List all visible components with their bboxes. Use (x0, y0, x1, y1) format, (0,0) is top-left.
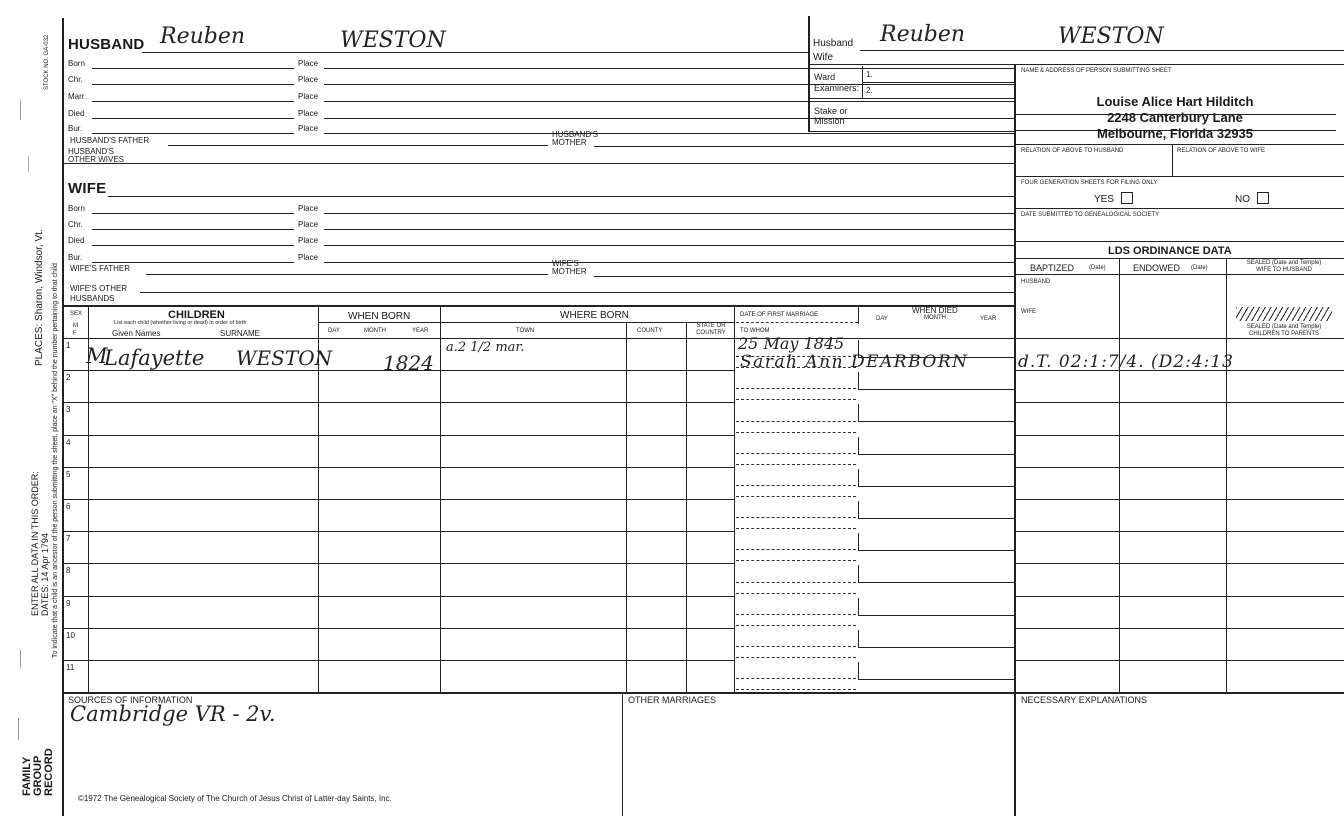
row-line (62, 596, 734, 597)
wife-other-husbands-label: WIFE'S OTHER HUSBANDS (70, 284, 128, 303)
child-row-number: 7 (66, 534, 71, 543)
tr-husband-surname: WESTON (1058, 24, 1164, 49)
sources-label: SOURCES OF INFORMATION (68, 695, 193, 705)
surname-header: SURNAME (220, 329, 261, 338)
died-day-header: DAY (876, 316, 888, 322)
when-died-header: WHEN DIED (912, 306, 958, 315)
baptized-label: BAPTIZED (1030, 263, 1075, 273)
examiner-2: 2. (866, 86, 873, 95)
row-line (62, 402, 734, 403)
husband-bur-label: Bur. (68, 124, 83, 133)
born-year-header: YEAR (412, 328, 429, 334)
endowed-label: ENDOWED (1133, 263, 1180, 273)
husband-surname: WESTON (340, 28, 446, 53)
child-row-number: 2 (66, 373, 71, 382)
born-day-header: DAY (328, 328, 340, 334)
place-label: Place (298, 92, 319, 101)
row-line (62, 660, 734, 661)
county-header: COUNTY (637, 328, 663, 334)
sources-value: Cambridge VR - 2v. (70, 702, 276, 726)
marriage-date-dash (736, 453, 856, 454)
husband-father-label: HUSBAND'S FATHER (70, 136, 150, 145)
to-whom-dash (736, 399, 856, 400)
place-label: Place (298, 204, 319, 213)
when-died-box (858, 437, 1015, 455)
row-line (62, 467, 734, 468)
to-whom-dash (736, 593, 856, 594)
yes-label: YES (1094, 194, 1115, 205)
sealed-children-label: SEALED (Date and Temple) CHILDREN TO PARENTS (1246, 324, 1322, 337)
child-1-given: Lafayette (104, 346, 205, 370)
top-divider (808, 16, 810, 132)
wife-bur-label: Bur. (68, 253, 83, 262)
marriage-date-dash (736, 421, 856, 422)
left-border (62, 18, 64, 816)
to-whom-dash (736, 625, 856, 626)
copyright: ©1972 The Genealogical Society of The Church of Jesus Christ of Latter-day Saints, Inc. (78, 794, 392, 803)
child-row-number: 6 (66, 502, 71, 511)
to-whom-dash (736, 528, 856, 529)
lds-wife-label: WIFE (1021, 309, 1036, 315)
child-row-number: 9 (66, 599, 71, 608)
wife-died-label: Died (68, 236, 85, 245)
husband-born-label: Born (68, 59, 85, 68)
when-born-header: WHEN BORN (348, 311, 411, 322)
place-label: Place (298, 253, 319, 262)
husband-chr-label: Chr. (68, 75, 83, 84)
where-born-header: WHERE BORN (560, 310, 629, 321)
submitter-name: Louise Alice Hart Hilditch (1096, 94, 1254, 109)
dates-note: DATES: 14 Apr 1794 (40, 533, 50, 616)
ward-label: Ward (814, 72, 836, 82)
to-whom-header: TO WHOM (740, 328, 770, 334)
examiners-label: Examiners: (814, 83, 860, 93)
row-line (62, 435, 734, 436)
ancestor-instruction: To indicate that a child is an ancestor of the person submitting the sheet, place an "X" behind the number pertaining to that child (52, 263, 59, 658)
child-row-number: 10 (66, 631, 75, 640)
four-gen-label: FOUR GENERATION SHEETS FOR FILING ONLY (1021, 180, 1158, 186)
row-line (1016, 435, 1344, 436)
form-title: FAMILY GROUP RECORD (21, 748, 55, 796)
child-row-number: 8 (66, 566, 71, 575)
row-line (1016, 402, 1344, 403)
place-label: Place (298, 75, 319, 84)
when-died-box (858, 662, 1015, 680)
submitter-city: Melbourne, Florida 32935 (1096, 126, 1254, 141)
when-died-box (858, 565, 1015, 583)
child-1-year: 1824 (383, 351, 434, 375)
wife-mother-label: WIFE'S MOTHER (552, 259, 587, 276)
child-row-number: 11 (66, 663, 75, 672)
child-1-town: a.2 1/2 mar. (446, 340, 525, 355)
given-names-header: Given Names (112, 329, 161, 338)
husband-marr-label: Marr. (68, 92, 87, 101)
children-instruction: List each child (whether living or dead) in order of birth (114, 320, 247, 326)
marriage-date-dash (736, 485, 856, 486)
date-submitted-label: DATE SUBMITTED TO GENEALOGICAL SOCIETY (1021, 212, 1160, 218)
tr-husband-label: Husband (813, 38, 854, 49)
mf-label: M F (73, 323, 78, 337)
when-died-box (858, 404, 1015, 422)
husband-given-name: Reuben (160, 24, 246, 49)
children-title: CHILDREN (168, 309, 225, 321)
sex-label: SEX (70, 311, 83, 317)
row-line (1016, 499, 1344, 500)
child-row-number: 5 (66, 470, 71, 479)
submitter-street: 2248 Canterbury Lane (1107, 110, 1243, 125)
when-died-box (858, 501, 1015, 519)
hatched-area (1236, 307, 1332, 321)
when-died-box (858, 630, 1015, 648)
other-marriages-label: OTHER MARRIAGES (628, 695, 717, 705)
relation-husband-label: RELATION OF ABOVE TO HUSBAND (1021, 148, 1124, 154)
died-month-header: MONTH (924, 315, 946, 321)
enter-data-note: ENTER ALL DATA IN THIS ORDER: (30, 471, 40, 616)
first-marriage-header: DATE OF FIRST MARRIAGE (740, 312, 819, 318)
no-checkbox[interactable] (1257, 192, 1269, 204)
place-label: Place (298, 236, 319, 245)
row-line (1016, 660, 1344, 661)
endowed-date-label: (Date) (1191, 265, 1208, 271)
no-label: NO (1235, 194, 1250, 205)
town-header: TOWN (516, 328, 535, 334)
to-whom-dash (736, 657, 856, 658)
when-died-box (858, 533, 1015, 551)
marriage-date-dash (736, 582, 856, 583)
to-whom-dash (736, 560, 856, 561)
place-label: Place (298, 124, 319, 133)
tr-wife-label: Wife (813, 52, 833, 63)
state-header: STATE OR COUNTRY (696, 323, 726, 336)
examiner-1: 1. (866, 70, 873, 79)
submitter-label: NAME & ADDRESS OF PERSON SUBMITTING SHEET (1021, 68, 1172, 74)
child-1-lds-note: d.T. 02:1:7/4. (D2:4:13 (1018, 352, 1234, 372)
child-row-number: 3 (66, 405, 71, 414)
row-line (1016, 531, 1344, 532)
place-label: Place (298, 109, 319, 118)
marriage-date-dash (736, 614, 856, 615)
child-1-surname: WESTON (236, 346, 333, 370)
when-died-box (858, 598, 1015, 616)
when-died-box (858, 469, 1015, 487)
born-month-header: MONTH (364, 328, 386, 334)
wife-father-label: WIFE'S FATHER (70, 264, 131, 273)
row-line (62, 531, 734, 532)
child-1-spouse: Sarah Ann DEARBORN (740, 352, 969, 372)
place-label: Place (298, 59, 319, 68)
row-line (1016, 596, 1344, 597)
marriage-date-dash (736, 517, 856, 518)
died-year-header: YEAR (980, 316, 997, 322)
to-whom-dash (736, 432, 856, 433)
row-line (1016, 467, 1344, 468)
stake-label: Stake or Mission (814, 106, 848, 126)
tr-husband-given: Reuben (880, 22, 966, 47)
row-line (1016, 628, 1344, 629)
wife-born-label: Born (68, 204, 85, 213)
yes-checkbox[interactable] (1121, 192, 1133, 204)
row-line (1016, 563, 1344, 564)
child-1-marriage-date: 25 May 1845 (738, 334, 845, 353)
place-label: Place (298, 220, 319, 229)
child-row-number: 1 (66, 341, 71, 350)
child-1-sex: M (86, 344, 108, 368)
marriage-date-dash (736, 678, 856, 679)
husband-mother-label: HUSBAND'S MOTHER (552, 130, 598, 147)
lds-title: LDS ORDINANCE DATA (1108, 245, 1232, 257)
lds-husband-label: HUSBAND (1021, 279, 1051, 285)
row-line (62, 563, 734, 564)
necessary-explanations-label: NECESSARY EXPLANATIONS (1021, 695, 1148, 705)
row-line (62, 499, 734, 500)
husband-other-wives-label: HUSBAND'S OTHER WIVES (68, 147, 125, 164)
relation-wife-label: RELATION OF ABOVE TO WIFE (1177, 148, 1266, 154)
to-whom-dash (736, 496, 856, 497)
stock-number: STOCK NO. GA-032 (44, 34, 50, 90)
places-note: PLACES: Sharon, Windsor, Vt. (34, 229, 45, 366)
wife-chr-label: Chr. (68, 220, 83, 229)
when-died-box (858, 372, 1015, 390)
marriage-date-dash (736, 646, 856, 647)
husband-label: HUSBAND (68, 36, 145, 53)
row-line (62, 628, 734, 629)
child-row-number: 4 (66, 438, 71, 447)
wife-label: WIFE (68, 180, 107, 197)
to-whom-dash (736, 689, 856, 690)
to-whom-dash (736, 464, 856, 465)
husband-died-label: Died (68, 109, 85, 118)
baptized-date-label: (Date) (1089, 265, 1106, 271)
sealed-wife-label: SEALED (Date and Temple) WIFE TO HUSBAND (1246, 260, 1322, 273)
marriage-date-dash (736, 549, 856, 550)
marriage-date-dash (736, 388, 856, 389)
